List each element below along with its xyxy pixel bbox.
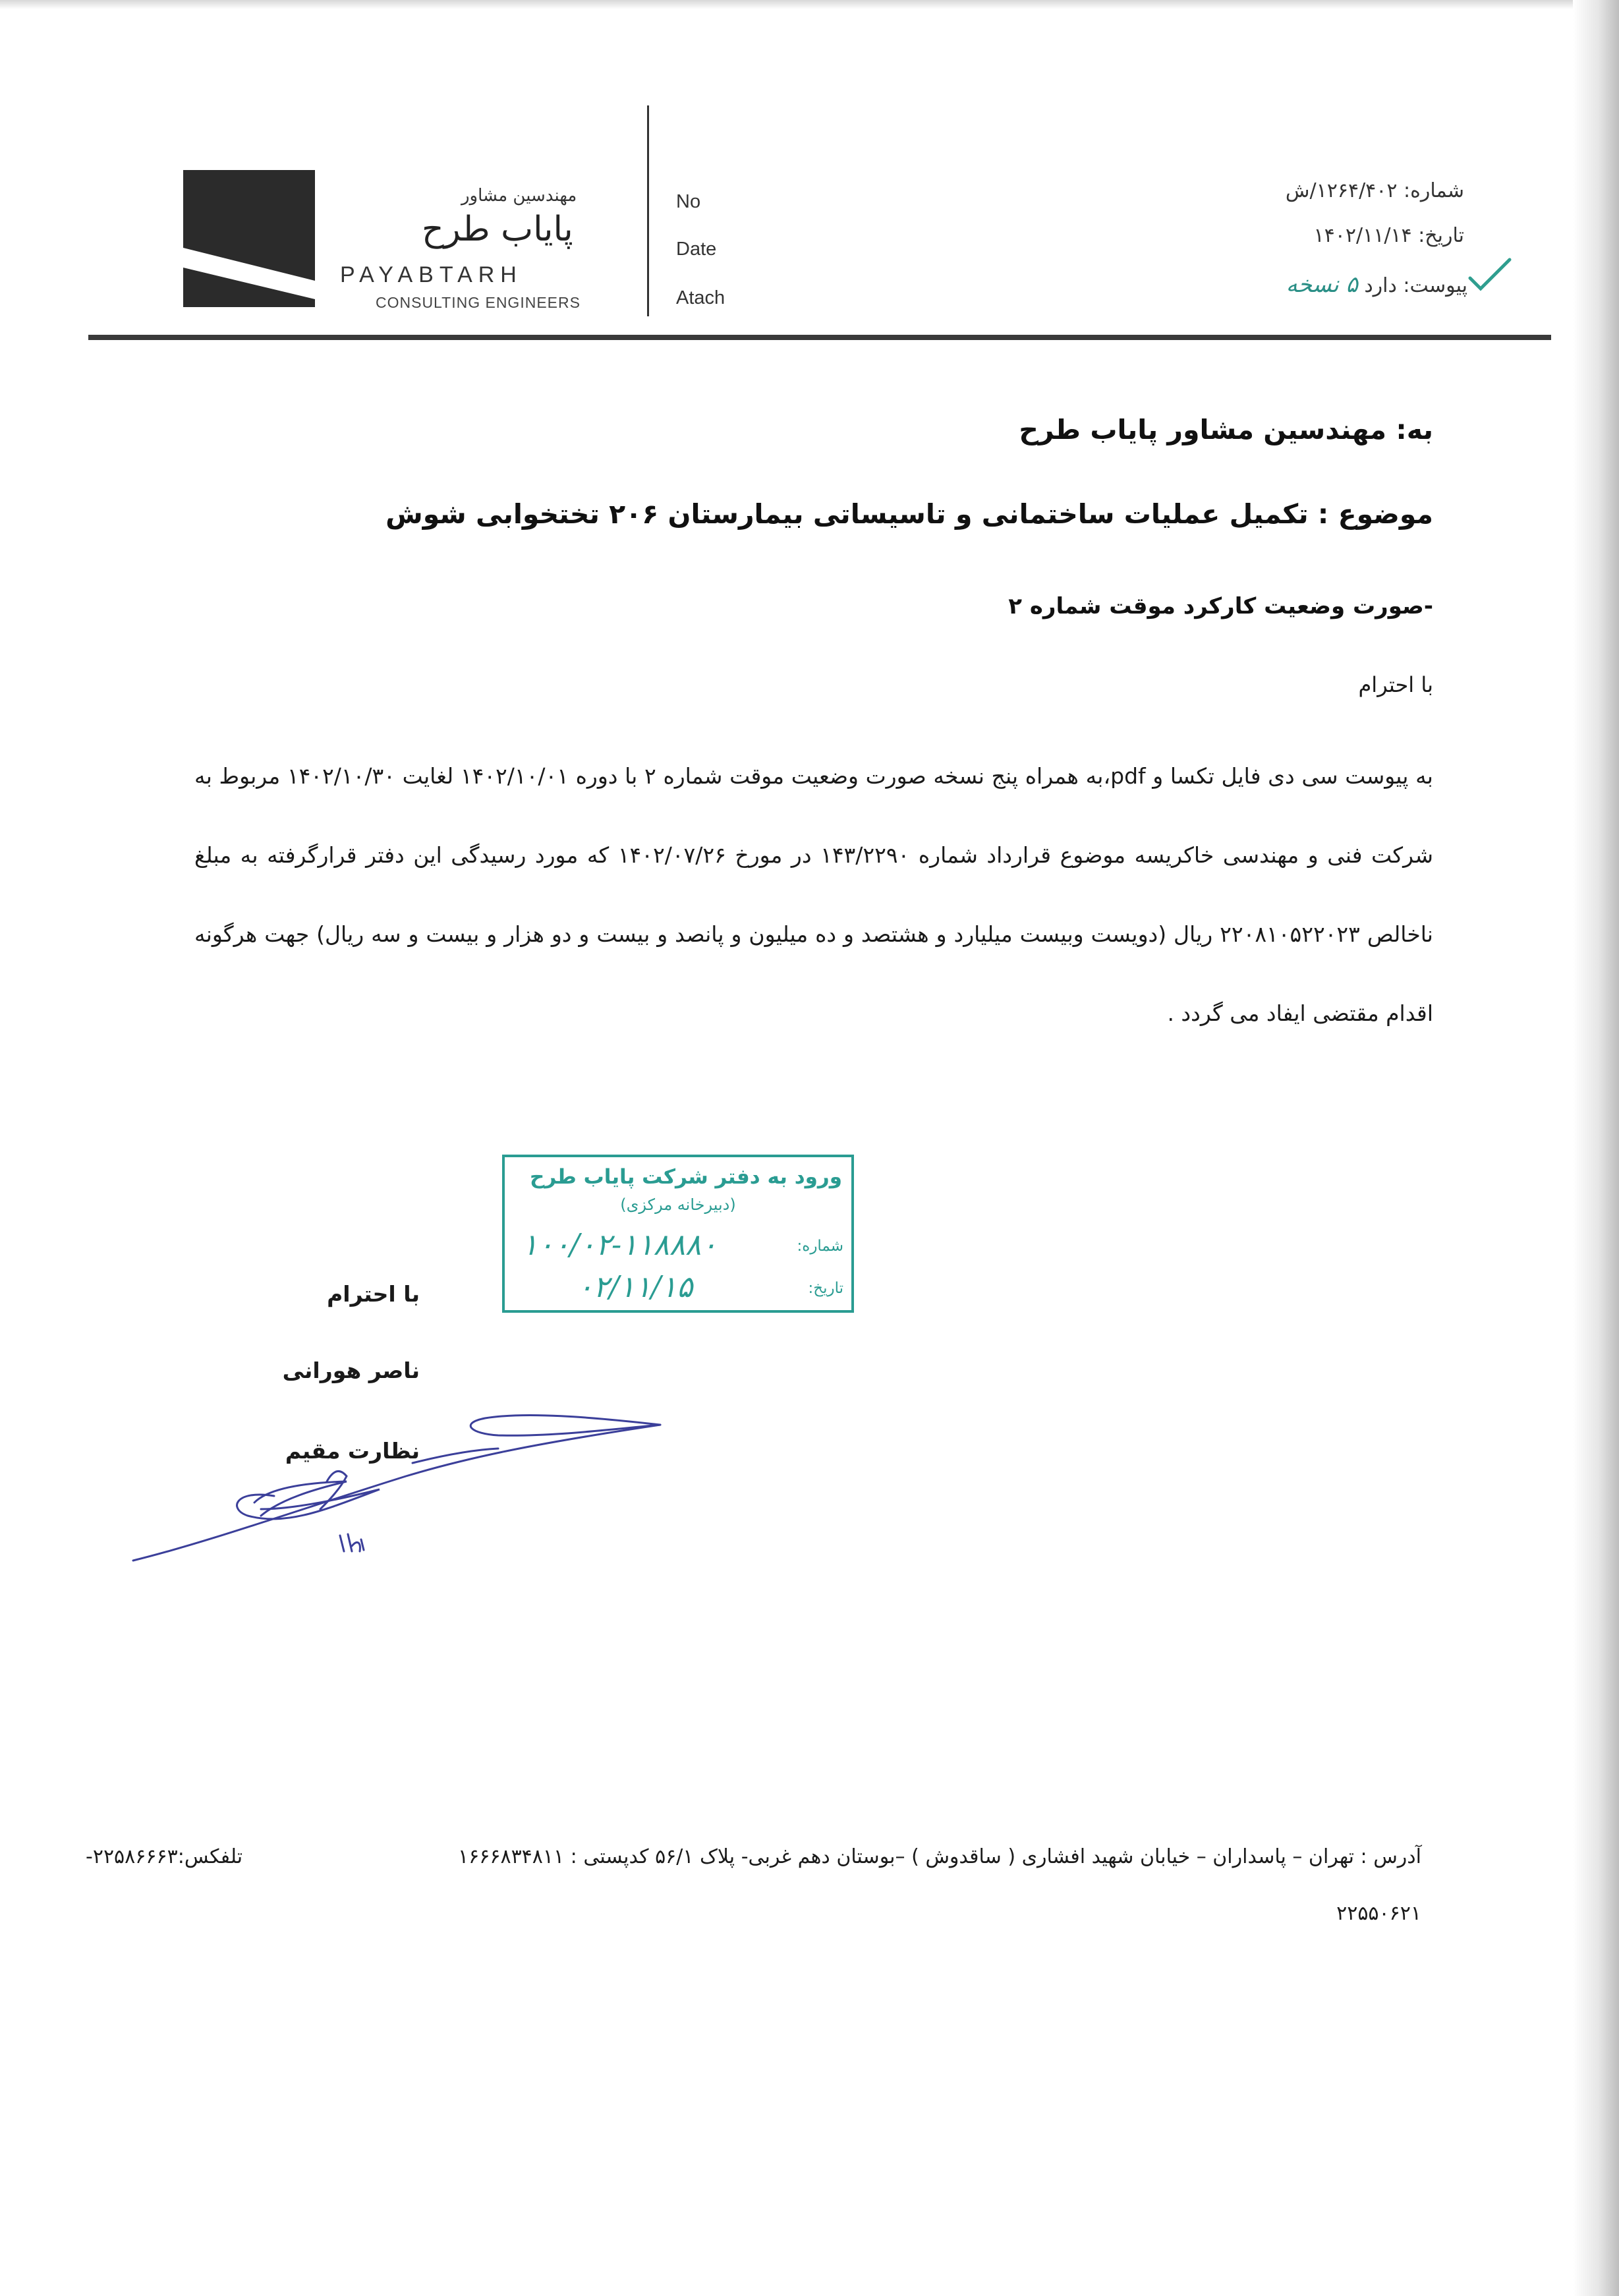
attachment-label: پیوست: دارد xyxy=(1364,274,1467,297)
logo-english-name: PAYABTARH xyxy=(340,262,523,287)
closing-regards: با احترام xyxy=(327,1281,420,1307)
company-logo-mark xyxy=(183,170,315,307)
stamp-subtitle: (دبیرخانه مرکزی) xyxy=(620,1195,736,1214)
letter-number: شماره: ۱۲۶۴/۴۰۲/ش xyxy=(1285,179,1464,202)
signer-title: نظارت مقیم xyxy=(285,1438,420,1464)
scan-edge-right xyxy=(1573,0,1619,2296)
handwritten-signature xyxy=(129,1410,676,1582)
logo-persian-subtitle: مهندسین مشاور xyxy=(461,186,577,206)
header-rule xyxy=(88,335,1551,340)
stamp-title: ورود به دفتر شرکت پایاب طرح xyxy=(530,1165,842,1189)
body-paragraph: به پیوست سی دی فایل تکسا و pdf،به همراه پنج نسخه صورت وضعیت موقت شماره ۲ با دوره ۱۴۰۲/۱۰/۰۱ لغایت ۱۴۰۲/۱۰/۳۰ مربوط به شرکت فنی و مهندسی خاکریسه موضوع قرارداد شماره ۱۴۳/۲۲۹۰ در مورخ ۱۴۰۲/۰۷/۲۶ که مورد رسیدگی این دفتر قرارگرفته به مبلغ ناخالص ۲۲۰۸۱۰۵۲۲۰۲۳ ریال (دویست وبیست میلیارد و هشتصد و ده میلیون و پانصد و بیست و دو هزار و بیست و سه ریال) جهت هرگونه اقدام مقتضی ایفاد می گردد . xyxy=(194,763,1433,1026)
ref-attach-label: Atach xyxy=(676,287,725,308)
stamp-number-value: ۱۰۰/۰۲-۱۱۸۸۸۰ xyxy=(522,1227,718,1262)
footer-fax-continued: ۲۲۵۵۰۶۲۱ xyxy=(1336,1902,1421,1925)
attachment-handwritten-note: ۵ نسخه xyxy=(1286,272,1358,298)
subtitle-line: -صورت وضعیت کارکرد موقت شماره ۲ xyxy=(1008,593,1433,619)
signer-name: ناصر هورانی xyxy=(282,1358,420,1383)
greeting: با احترام xyxy=(1358,672,1433,697)
subject-line: موضوع : تکمیل عملیات ساختمانی و تاسیساتی بیمارستان ۲۰۶ تختخوابی شوش xyxy=(385,498,1433,530)
ref-date-label: Date xyxy=(676,239,717,260)
scan-edge-top xyxy=(0,0,1619,9)
letter-date: تاریخ: ۱۴۰۲/۱۱/۱۴ xyxy=(1313,224,1464,247)
recipient-line: به: مهندسین مشاور پایاب طرح xyxy=(1019,414,1433,445)
logo-english-subtitle: CONSULTING ENGINEERS xyxy=(376,294,581,311)
logo-graphic xyxy=(183,170,315,307)
checkmark-icon xyxy=(1467,256,1514,295)
header-divider xyxy=(647,105,649,316)
ref-no-label: No xyxy=(676,191,701,212)
received-stamp xyxy=(502,1155,854,1313)
footer-fax: تلفکس:۲۲۵۸۶۶۶۳- xyxy=(86,1845,243,1868)
footer-address: آدرس : تهران – پاسداران – خیابان شهید افشاری ( ساقدوش ) –بوستان دهم غربی- پلاک ۵۶/۱ کدپستی : ۱۶۶۶۸۳۴۸۱۱ xyxy=(458,1845,1421,1868)
logo-persian-name: پایاب طرح xyxy=(422,210,573,249)
stamp-number-label: شماره: xyxy=(797,1238,843,1255)
letter-attachment xyxy=(1286,272,1467,298)
stamp-date-label: تاریخ: xyxy=(808,1280,843,1297)
stamp-date-value: ۰۲/۱۱/۱۵ xyxy=(577,1269,693,1304)
